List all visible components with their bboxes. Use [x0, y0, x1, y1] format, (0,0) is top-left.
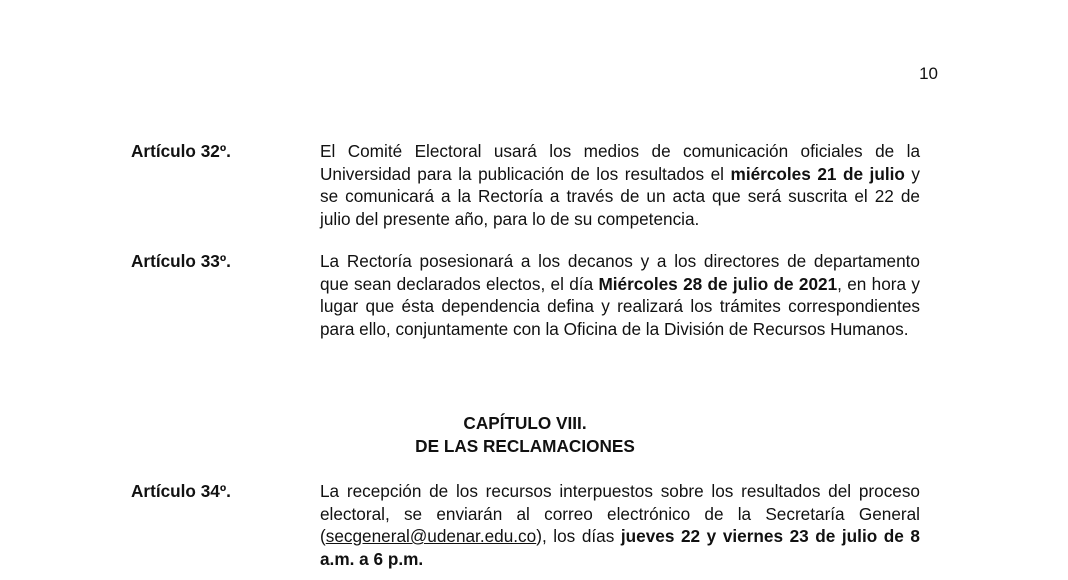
chapter-number: CAPÍTULO VIII. [463, 413, 587, 433]
chapter-title: DE LAS RECLAMACIONES [415, 436, 635, 456]
article-text [320, 140, 920, 230]
chapter-heading [320, 412, 730, 458]
bold-text-run: miércoles 21 de julio [730, 163, 905, 184]
bold-text-run: Miércoles 28 de julio de 2021 [598, 273, 838, 294]
text-run: La Rectoría posesionará a los decanos y a los directores de departamento que sean declarados electos, el día [320, 251, 920, 294]
text-run: El Comité Electoral usará los medios de comunicación oficiales de la Universidad para la publicación de los resultados el [320, 141, 920, 184]
text-run: y se comunicará a la Rectoría a través de un acta que será suscrita el 22 de julio del presente año, para lo de su competencia. [320, 163, 920, 229]
article-text [320, 480, 920, 570]
email-link[interactable]: secgeneral@udenar.edu.co [325, 526, 537, 546]
text-run: La recepción de los recursos interpuestos sobre los resultados del proceso electoral, se enviarán al correo electrónico de la Secretaría General ( [320, 481, 920, 546]
bold-text-run: jueves 22 y viernes 23 de julio de 8 a.m. a 6 p.m. [320, 526, 920, 569]
article-label: Artículo 33º. [131, 251, 231, 271]
page-number: 10 [919, 64, 938, 83]
text-run: , en hora y lugar que ésta dependencia defina y realizará los trámites correspondientes para ello, conjuntamente con la Oficina de la División de Recursos Humanos. [320, 273, 920, 339]
article-label: Artículo 32º. [131, 141, 231, 161]
article-text [320, 250, 920, 340]
text-run: ), los días [536, 526, 621, 546]
article-label: Artículo 34º. [131, 481, 231, 501]
